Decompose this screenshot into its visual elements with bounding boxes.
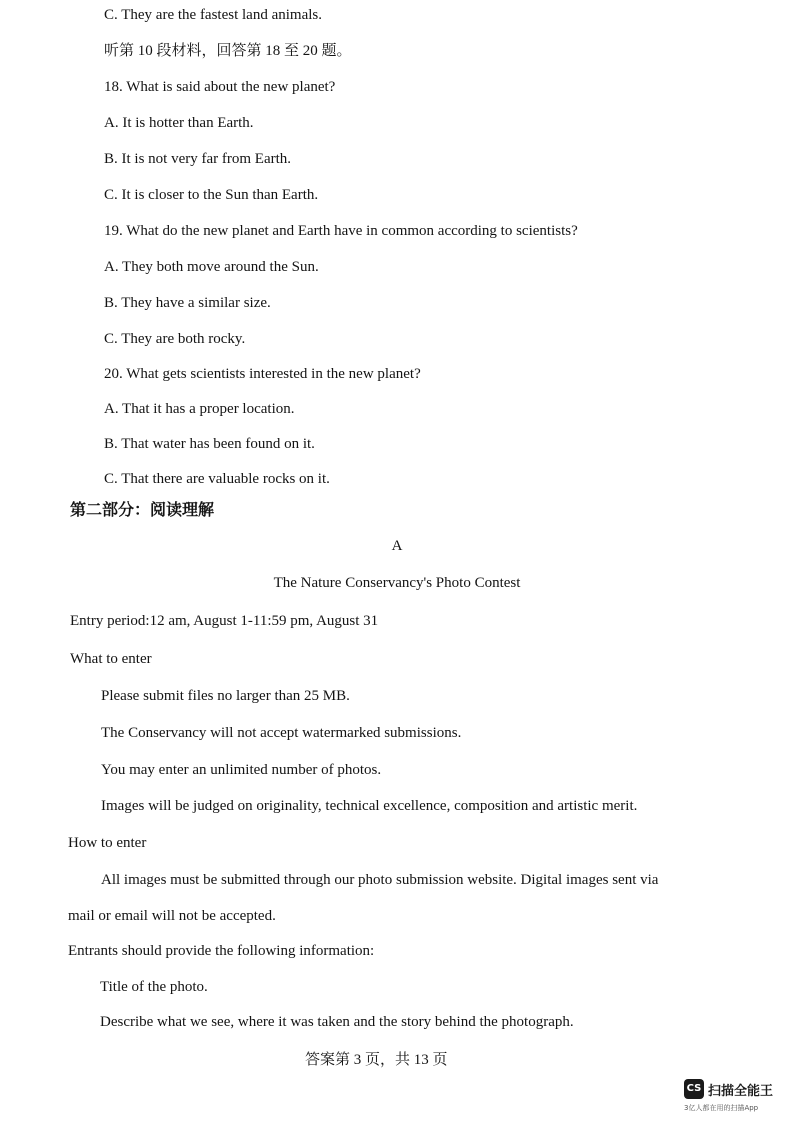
q20-option-a: A. That it has a proper location. [104, 401, 295, 417]
scanner-name: 扫描全能王 [708, 1083, 774, 1099]
q17-option-c: C. They are the fastest land animals. [104, 7, 322, 23]
q20-option-c: C. That there are valuable rocks on it. [104, 471, 330, 487]
q19-question: 19. What do the new planet and Earth have in common according to scientists? [104, 223, 578, 239]
entry-period: Entry period:12 am, August 1-11:59 pm, August 31 [70, 613, 379, 629]
info-item: Describe what we see, where it was taken and the story behind the photograph. [100, 1014, 574, 1030]
passage-label: A [391, 538, 403, 554]
info-intro: Entrants should provide the following information: [68, 943, 375, 959]
how-to-enter-paragraph-line: mail or email will not be accepted. [68, 908, 276, 924]
how-to-enter-heading: How to enter [68, 835, 147, 851]
info-item: Title of the photo. [100, 979, 208, 995]
how-to-enter-paragraph-line: All images must be submitted through our photo submission website. Digital images sent via [101, 872, 659, 888]
q18-option-c: C. It is closer to the Sun than Earth. [104, 187, 319, 203]
what-to-enter-item: The Conservancy will not accept watermarked submissions. [101, 725, 462, 741]
q20-option-b: B. That water has been found on it. [104, 436, 315, 452]
scanner-tagline: 3亿人都在用的扫描App [684, 1104, 759, 1112]
what-to-enter-item: Images will be judged on originality, technical excellence, composition and artistic merit. [101, 798, 638, 814]
passage-title: The Nature Conservancy's Photo Contest [273, 575, 521, 591]
q19-option-c: C. They are both rocky. [104, 331, 246, 347]
q18-question: 18. What is said about the new planet? [104, 79, 336, 95]
page-number: 答案第 3 页，共 13 页 [305, 1052, 448, 1068]
what-to-enter-heading: What to enter [70, 651, 152, 667]
q20-question: 20. What gets scientists interested in the new planet? [104, 366, 421, 382]
q18-option-a: A. It is hotter than Earth. [104, 115, 254, 131]
section-title: 第二部分：阅读理解 [70, 500, 215, 519]
what-to-enter-item: Please submit files no larger than 25 MB. [101, 688, 350, 704]
section10-instruction: 听第 10 段材料，回答第 18 至 20 题。 [104, 43, 352, 59]
q19-option-b: B. They have a similar size. [104, 295, 271, 311]
q18-option-b: B. It is not very far from Earth. [104, 151, 292, 167]
q19-option-a: A. They both move around the Sun. [104, 259, 319, 275]
scanner-badge-icon: CS [684, 1079, 704, 1099]
what-to-enter-item: You may enter an unlimited number of photos. [101, 762, 382, 778]
scanner-logo [684, 1079, 773, 1099]
